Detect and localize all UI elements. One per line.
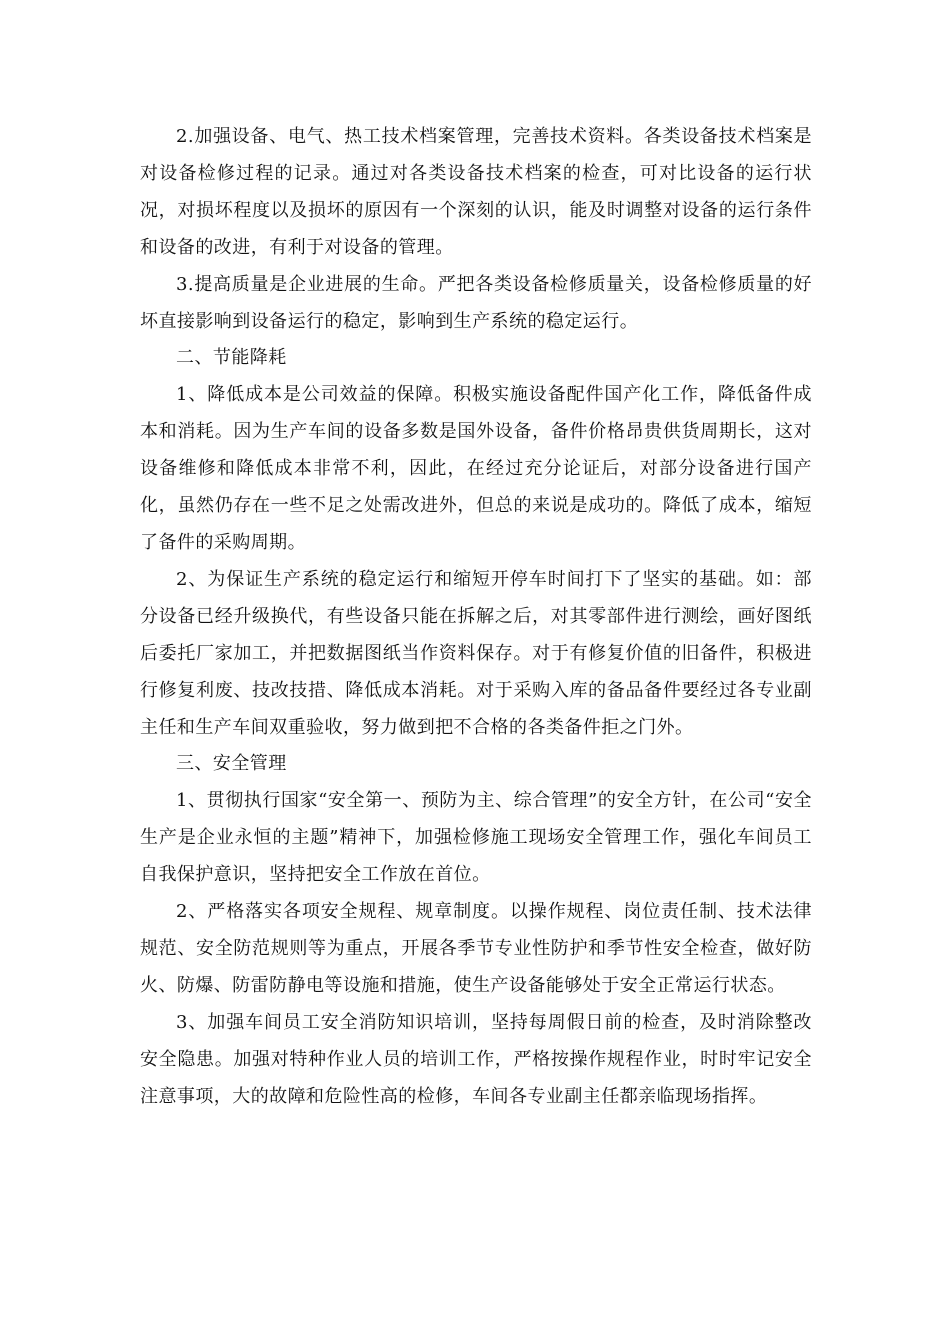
paragraph-archive-management: 2.加强设备、电气、热工技术档案管理，完善技术资料。各类设备技术档案是对设备检修过程的记录。通过对各类设备技术档案的检查，可对比设备的运行状况，对损坏程度以及损坏的原因有一个深刻的认识，能及时调整对设备的运行条件和设备的改进，有利于对设备的管理。 [140,126,812,258]
section-heading-energy-saving: 二、节能降耗 [176,347,287,369]
document-page [140,119,812,1115]
paragraph-safety-training: 3、加强车间员工安全消防知识培训，坚持每周假日前的检查，及时消除整改安全隐患。加强对特种作业人员的培训工作，严格按操作规程作业，时时牢记安全注意事项，大的故障和危险性高的检修，车间各专业副主任都亲临现场指挥。 [140,1011,812,1107]
section-heading-safety-management: 三、安全管理 [176,753,287,775]
paragraph-safety-policy: 1、贯彻执行国家“安全第一、预防为主、综合管理”的安全方针，在公司“安全生产是企业永恒的主题”精神下，加强检修施工现场安全管理工作，强化车间员工自我保护意识，坚持把安全工作放在首位。 [140,790,812,886]
paragraph-system-stability: 2、为保证生产系统的稳定运行和缩短开停车时间打下了坚实的基础。如：部分设备已经升级换代，有些设备只能在拆解之后，对其零部件进行测绘，画好图纸后委托厂家加工，并把数据图纸当作资料保存。对于有修复价值的旧备件，积极进行修复利废、技改技措、降低成本消耗。对于采购入库的备品备件要经过各专业副主任和生产车间双重验收，努力做到把不合格的各类备件拒之门外。 [140,568,812,738]
paragraph-quality: 3.提高质量是企业进展的生命。严把各类设备检修质量关，设备检修质量的好坏直接影响到设备运行的稳定，影响到生产系统的稳定运行。 [140,273,812,332]
paragraph-safety-regulations: 2、严格落实各项安全规程、规章制度。以操作规程、岗位责任制、技术法律规范、安全防范规则等为重点，开展各季节专业性防护和季节性安全检查，做好防火、防爆、防雷防静电等设施和措施，使生产设备能够处于安全正常运行状态。 [140,901,812,996]
paragraph-cost-reduction: 1、降低成本是公司效益的保障。积极实施设备配件国产化工作，降低备件成本和消耗。因为生产车间的设备多数是国外设备，备件价格昂贵供货周期长，这对设备维修和降低成本非常不利，因此，在经过充分论证后，对部分设备进行国产化，虽然仍存在一些不足之处需改进外，但总的来说是成功的。降低了成本，缩短了备件的采购周期。 [140,384,812,553]
